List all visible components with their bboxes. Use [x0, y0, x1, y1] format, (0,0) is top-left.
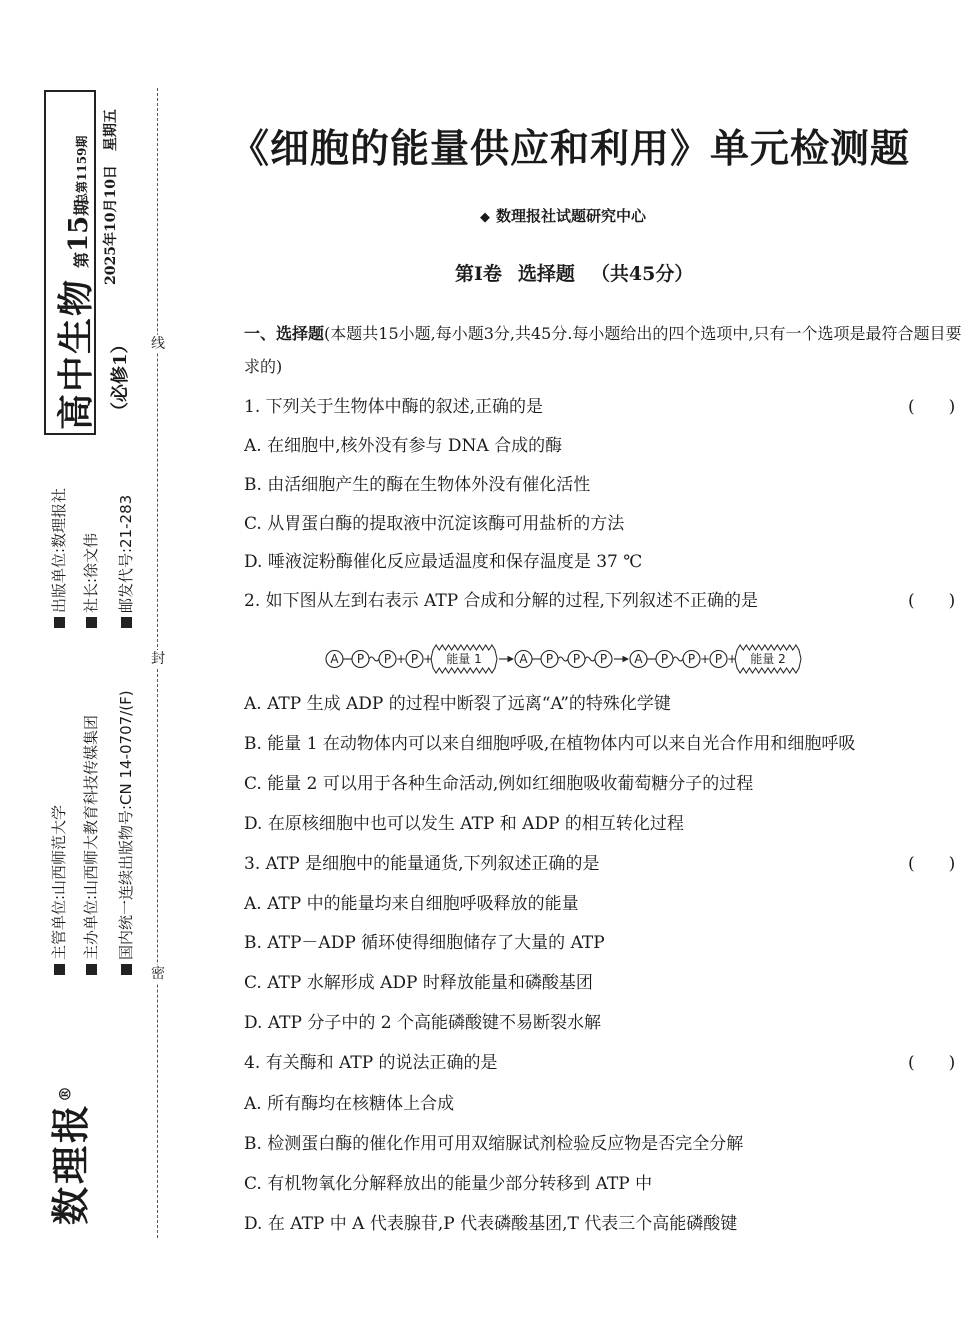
high-energy-bond — [673, 657, 683, 661]
phosphate-label: P — [410, 652, 419, 666]
adenosine-label: A — [519, 652, 528, 666]
q3-option-b: B. ATP－ADP 循环使得细胞储存了大量的 ATP — [244, 933, 605, 953]
energy-1-label: 能量 1 — [446, 652, 482, 666]
q3-option-d: D. ATP 分子中的 2 个高能磷酸键不易断裂水解 — [244, 1013, 601, 1033]
plus-sign: + — [699, 652, 711, 666]
diamond-icon: ◆ — [480, 210, 490, 225]
energy-2-label: 能量 2 — [750, 652, 786, 666]
masthead-subtitle: （必修1） — [110, 335, 131, 420]
high-energy-bond — [585, 657, 595, 661]
q2-option-a: A. ATP 生成 ADP 的过程中断裂了远离“A”的特殊化学键 — [244, 694, 671, 714]
plus-sign: + — [422, 652, 434, 666]
q2-option-d: D. 在原核细胞中也可以发生 ATP 和 ADP 的相互转化过程 — [244, 814, 684, 834]
phosphate-label: P — [572, 652, 581, 666]
issue-number: 第15期 — [64, 199, 94, 268]
question-4-stem: 4. 有关酶和 ATP 的说法正确的是 — [244, 1053, 498, 1073]
q3-option-a: A. ATP 中的能量均来自细胞呼吸释放的能量 — [244, 894, 579, 914]
q1-option-b: B. 由活细胞产生的酶在生物体外没有催化活性 — [244, 475, 591, 495]
phosphate-label: P — [356, 652, 365, 666]
answer-bracket: ( ) — [908, 854, 956, 874]
q4-option-b: B. 检测蛋白酶的催化作用可用双缩脲试剂检验反应物是否完全分解 — [244, 1134, 744, 1154]
masthead-title: 高中生物 — [55, 277, 97, 430]
president: 社长:徐文伟 — [80, 533, 101, 628]
q4-option-c: C. 有机物氧化分解释放出的能量少部分转移到 ATP 中 — [244, 1174, 653, 1194]
adenosine-label: A — [634, 652, 643, 666]
phosphate-label: P — [687, 652, 696, 666]
phosphate-label: P — [660, 652, 669, 666]
q1-option-c: C. 从胃蛋白酶的提取液中沉淀该酶可用盐析的方法 — [244, 514, 625, 534]
high-energy-bond — [558, 657, 568, 661]
cut-mark-line: 线 — [151, 336, 165, 352]
phosphate-label: P — [714, 652, 723, 666]
cn-number: 国内统一连续出版物号:CN 14-0707/(F) — [115, 690, 136, 975]
answer-bracket: ( ) — [908, 1053, 956, 1073]
question-1-stem: 1. 下列关于生物体中酶的叙述,正确的是 — [244, 397, 544, 417]
issue-date: 2025年10月10日 星期五 — [103, 109, 119, 285]
supervisor-unit: 主管单位:山西师范大学 — [48, 805, 69, 975]
q1-option-a: A. 在细胞中,核外没有参与 DNA 合成的酶 — [244, 436, 563, 456]
byline: ◆ 数理报社试题研究中心 — [480, 207, 647, 225]
q3-option-c: C. ATP 水解形成 ADP 时释放能量和磷酸基团 — [244, 973, 593, 993]
adenosine-label: A — [330, 652, 339, 666]
plus-sign: + — [726, 652, 738, 666]
cut-mark-seal: 封 — [151, 651, 165, 667]
phosphate-label: P — [545, 652, 554, 666]
question-2-stem: 2. 如下图从左到右表示 ATP 合成和分解的过程,下列叙述不正确的是 — [244, 591, 758, 611]
section-instructions: 一、选择题(本题共15小题,每小题3分,共45分.每小题给出的四个选项中,只有一个选项是最符合题目要求的) — [244, 324, 962, 376]
page-title: 《细胞的能量供应和利用》单元检测题 — [230, 126, 911, 172]
answer-bracket: ( ) — [908, 397, 956, 417]
plus-sign: + — [395, 652, 407, 666]
question-3-stem: 3. ATP 是细胞中的能量通货,下列叙述正确的是 — [244, 854, 600, 874]
q4-option-d: D. 在 ATP 中 A 代表腺苷,P 代表磷酸基团,T 代表三个高能磷酸键 — [244, 1214, 738, 1234]
sponsor-unit: 主办单位:山西师大教育科技传媒集团 — [80, 715, 101, 975]
answer-bracket: ( ) — [908, 591, 956, 611]
total-issue: 总第1159期 — [75, 135, 89, 205]
q2-option-c: C. 能量 2 可以用于各种生命活动,例如红细胞吸收葡萄糖分子的过程 — [244, 774, 754, 794]
q4-option-a: A. 所有酶均在核糖体上合成 — [244, 1094, 455, 1114]
postal-code: 邮发代号:21-283 — [115, 495, 136, 628]
atp-diagram — [322, 642, 852, 676]
q2-option-b: B. 能量 1 在动物体内可以来自细胞呼吸,在植物体内可以来自光合作用和细胞呼吸 — [244, 734, 856, 754]
high-energy-bond — [369, 657, 379, 661]
phosphate-label: P — [383, 652, 392, 666]
phosphate-label: P — [599, 652, 608, 666]
cut-mark-secret: 密 — [151, 966, 165, 982]
q1-option-d: D. 唾液淀粉酶催化反应最适温度和保存温度是 37 ℃ — [244, 552, 643, 572]
publishing-unit: 出版单位:数理报社 — [48, 488, 69, 628]
volume-title: 第Ⅰ卷 选择题 （共45分） — [455, 263, 694, 285]
logo: 数理报® — [48, 1082, 93, 1225]
